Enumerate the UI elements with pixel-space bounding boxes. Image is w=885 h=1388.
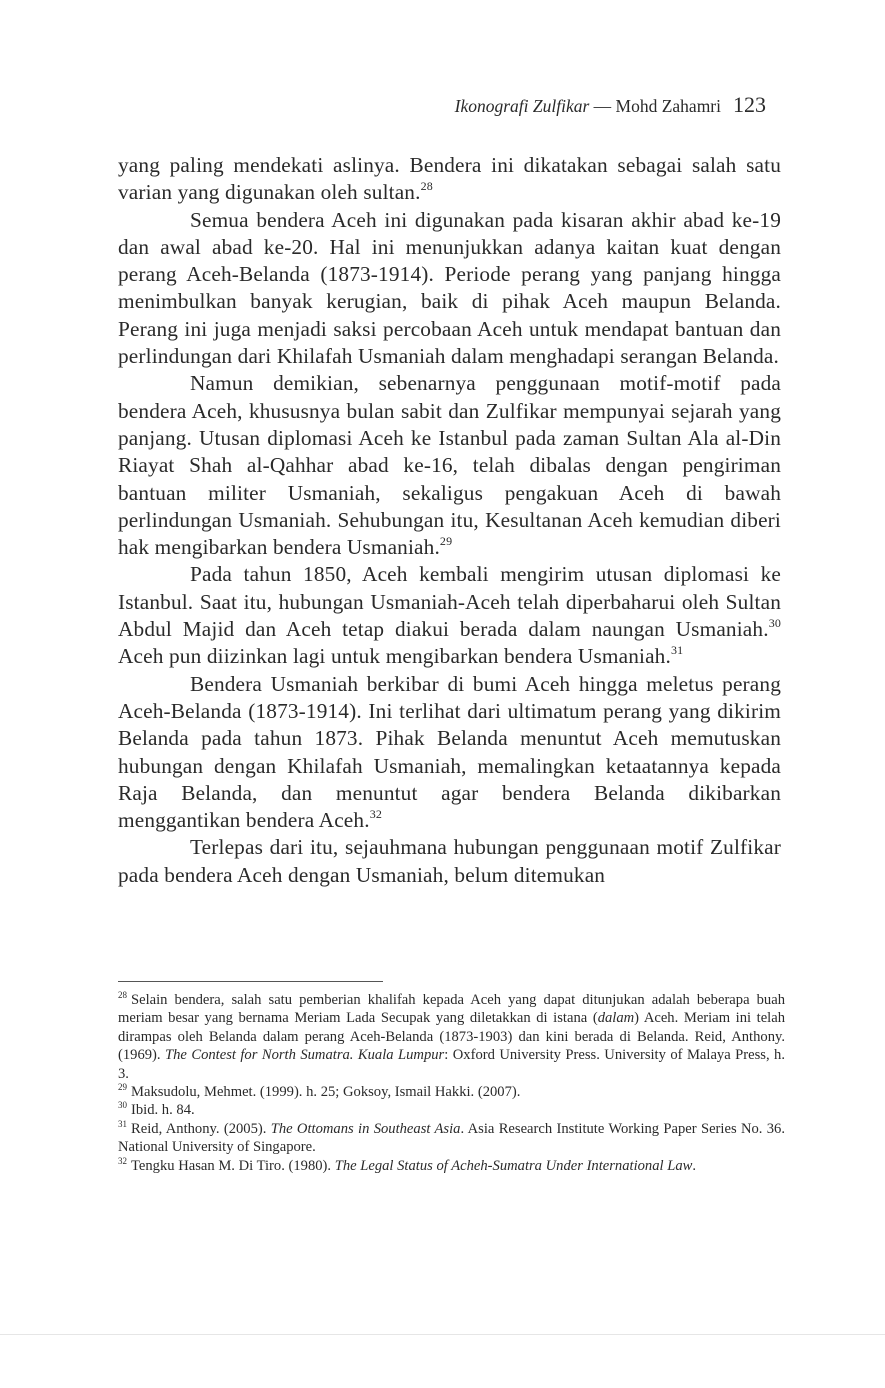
paragraph-text: Semua bendera Aceh ini digunakan pada kisaran akhir abad ke-19 dan awal abad ke-20. Hal ini menunjukkan adanya kaitan kuat dengan perang Aceh-Belanda (1873-1914). Periode perang yang panjang hingga menimbulkan banyak kerugian, baik di pihak Aceh maupun Belanda. Perang ini juga menjadi saksi percobaan Aceh untuk mendapat bantuan dan perlindungan dari Khilafah Usmaniah dalam menghadapi serangan Belanda. bbox=[118, 207, 781, 369]
footnote-text: ) Aceh. Meriam ini telah dirampas oleh Belanda dalam perang Aceh-Belanda (1873-1903) dan kini berada di Belanda. Reid, Anthony. (1969). bbox=[118, 1010, 785, 1064]
footnote-italic: The Ottomans in Southeast Asia bbox=[270, 1120, 461, 1137]
paragraph-text: yang paling mendekati aslinya. Bendera ini dikatakan sebagai salah satu varian yang digunakan oleh sultan. bbox=[118, 153, 781, 205]
footnote-text: Selain bendera, salah satu pemberian khalifah kepada Aceh yang dapat ditunjukan adalah beberapa buah meriam besar yang bernama Meriam Lada Secupak yang diletakkan di istana ( bbox=[118, 992, 785, 1027]
footnote-ref: 30 bbox=[768, 616, 781, 631]
footnote-italic: The Legal Status of Acheh-Sumatra Under International Law bbox=[334, 1157, 693, 1174]
footnote bbox=[118, 991, 785, 1083]
footnote-number: 29 bbox=[118, 1082, 127, 1093]
footnote-text: Reid, Anthony. (2005). bbox=[131, 1120, 271, 1137]
page-edge bbox=[0, 1334, 885, 1335]
footnote-text: Ibid. h. 84. bbox=[131, 1102, 195, 1119]
paragraph bbox=[118, 671, 781, 835]
footnote-ref: 32 bbox=[369, 807, 382, 822]
footnote bbox=[118, 1157, 785, 1175]
footnote-text: . bbox=[692, 1157, 697, 1174]
footnote-text: Maksudolu, Mehmet. (1999). h. 25; Goksoy, Ismail Hakki. (2007). bbox=[131, 1084, 521, 1101]
footnote-ref: 31 bbox=[670, 643, 684, 658]
footnote bbox=[118, 1120, 785, 1157]
footnote-ref: 28 bbox=[420, 179, 433, 194]
running-header bbox=[455, 92, 766, 118]
footnote-number: 32 bbox=[118, 1155, 127, 1166]
paragraph bbox=[118, 370, 781, 561]
footnote bbox=[118, 1083, 785, 1101]
header-author: Mohd Zahamri bbox=[615, 96, 721, 116]
paragraph-text: Terlepas dari itu, sejauhmana hubungan penggunaan motif Zulfikar pada bendera Aceh dengan Usmaniah, belum ditemukan bbox=[118, 835, 781, 887]
footnote-text: : Oxford University Press. University of Malaya Press, h. 3. bbox=[118, 1047, 785, 1082]
footnote bbox=[118, 1101, 785, 1119]
paragraph-text: Bendera Usmaniah berkibar di bumi Aceh hingga meletus perang Aceh-Belanda (1873-1914). Ini terlihat dari ultimatum perang yang dikirim Belanda pada tahun 1873. Pihak Belanda menuntut Aceh memutuskan hubungan dengan Khilafah Usmaniah, memalingkan ketaatannya kepada Raja Belanda, dan menuntut agar bendera Belanda dikibarkan menggantikan bendera Aceh. bbox=[118, 671, 781, 833]
footnote-number: 28 bbox=[118, 990, 127, 1000]
footnotes bbox=[118, 991, 785, 1175]
footnote-text: Tengku Hasan M. Di Tiro. (1980). bbox=[131, 1157, 335, 1174]
paragraph bbox=[118, 207, 781, 371]
header-title: Ikonografi Zulfikar bbox=[454, 96, 590, 116]
paragraph-text: Pada tahun 1850, Aceh kembali mengirim utusan diplomasi ke Istanbul. Saat itu, hubungan Usmaniah-Aceh telah diperbaharui oleh Sultan Abdul Majid dan Aceh tetap diakui berada dalam naungan Usmaniah. bbox=[118, 562, 781, 642]
header-separator: — bbox=[589, 96, 616, 116]
paragraph bbox=[118, 834, 781, 889]
page-number: 123 bbox=[733, 92, 766, 117]
footnote-ref: 29 bbox=[439, 534, 453, 549]
footnote-divider bbox=[118, 981, 383, 982]
paragraph-text: Aceh pun diizinkan lagi untuk mengibarkan bendera Usmaniah. bbox=[118, 644, 671, 669]
footnote-number: 30 bbox=[118, 1100, 127, 1111]
footnote-text: . Asia Research Institute Working Paper Series No. 36. National University of Singapore. bbox=[118, 1120, 786, 1156]
footnote-number: 31 bbox=[118, 1118, 127, 1129]
paragraph bbox=[118, 561, 781, 670]
footnote-italic: dalam bbox=[597, 1010, 635, 1027]
paragraph-text: Namun demikian, sebenarnya penggunaan motif-motif pada bendera Aceh, khususnya bulan sabit dan Zulfikar mempunyai sejarah yang panjang. Utusan diplomasi Aceh ke Istanbul pada zaman Sultan Ala al-Din Riayat Shah al-Qahhar abad ke-16, telah dibalas dengan pengiriman bantuan militer Usmaniah, sekaligus pengakuan Aceh di bawah perlindungan Usmaniah. Sehubungan itu, Kesultanan Aceh kemudian diberi hak mengibarkan bendera Usmaniah. bbox=[118, 371, 781, 560]
footnote-italic: The Contest for North Sumatra. Kuala Lumpur bbox=[165, 1047, 445, 1064]
main-text bbox=[118, 152, 781, 889]
paragraph bbox=[118, 152, 781, 207]
